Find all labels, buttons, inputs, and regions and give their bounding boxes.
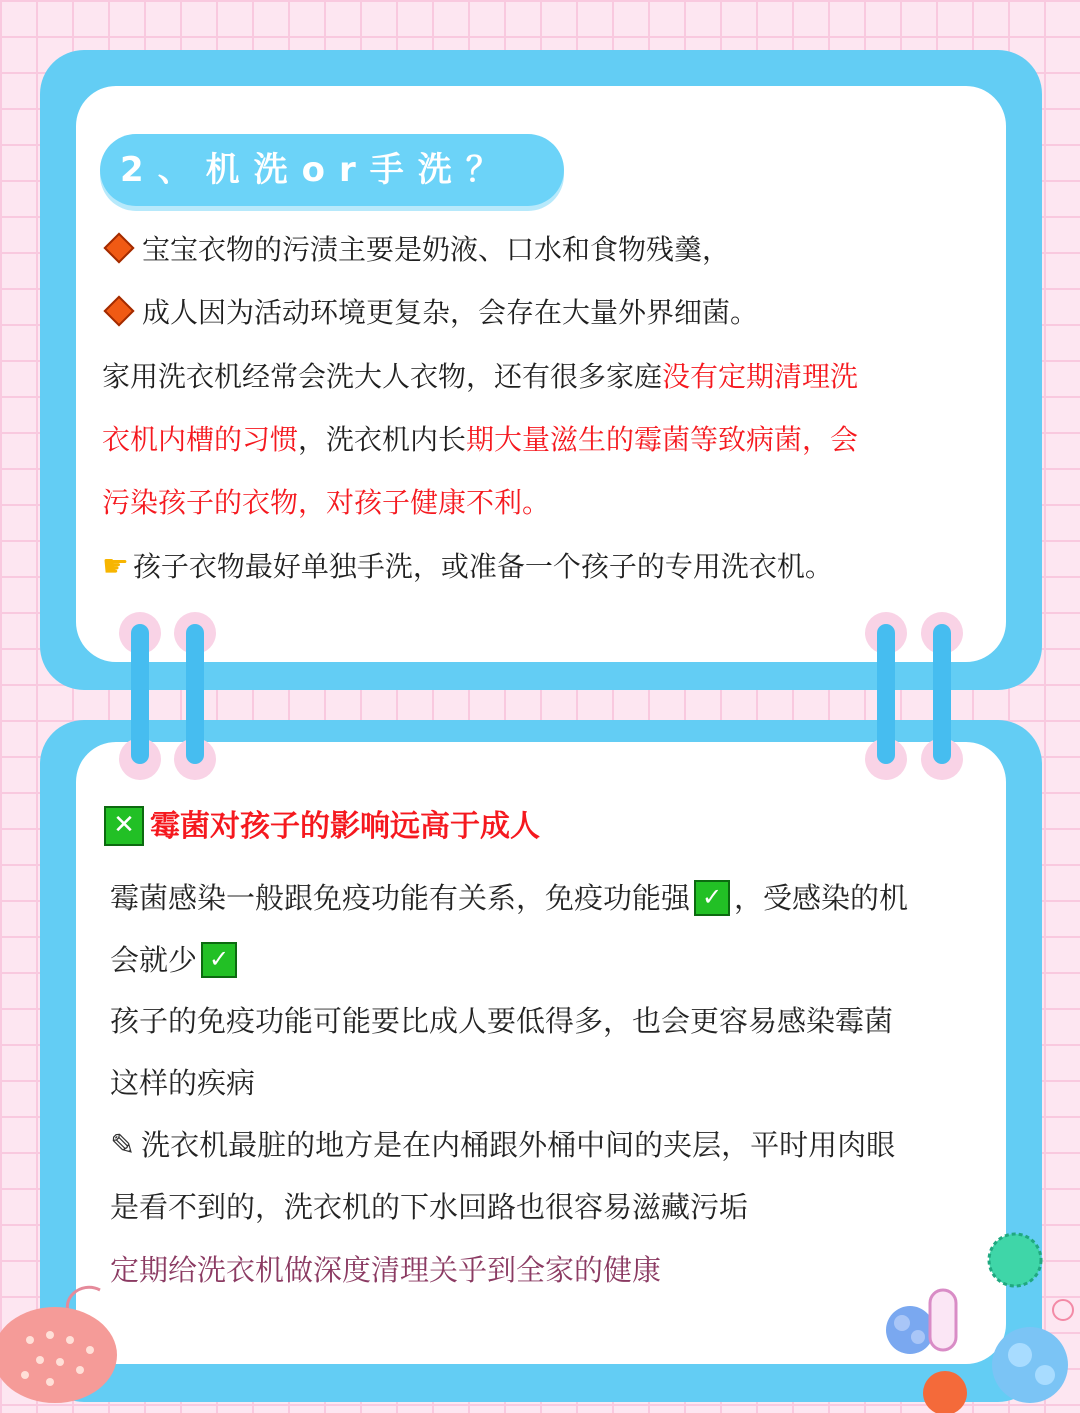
binder-ring xyxy=(877,624,895,764)
germ-illustration xyxy=(880,1225,1080,1413)
paragraph-line: 会就少 ✓ xyxy=(110,940,241,980)
binder-ring xyxy=(131,624,149,764)
paragraph-line: 这样的疾病 xyxy=(110,1066,256,1100)
pointing-hand-icon: ☛ xyxy=(102,549,129,584)
binder-ring xyxy=(186,624,204,764)
bullet-line: 宝宝衣物的污渍主要是奶液、口水和食物残羹， xyxy=(102,230,730,270)
paragraph-line: 污染孩子的衣物，对孩子健康不利。 xyxy=(102,486,551,519)
paragraph-line: 家用洗衣机经常会洗大人衣物，还有很多家庭没有定期清理洗 xyxy=(102,360,859,393)
paperclip-icon: ✎ xyxy=(110,1128,136,1163)
paragraph-line: 孩子的免疫功能可能要比成人要低得多，也会更容易感染霉菌 xyxy=(110,1004,894,1038)
paragraph-line: 衣机内槽的习惯，洗衣机内长期大量滋生的霉菌等致病菌，会 xyxy=(102,423,859,456)
cross-mark-icon: ✕ xyxy=(104,806,144,846)
check-mark-icon: ✓ xyxy=(201,942,237,978)
check-mark-icon: ✓ xyxy=(694,880,730,916)
paragraph-line: 是看不到的，洗衣机的下水回路也很容易滋藏污垢 xyxy=(110,1190,749,1224)
tip-line: ☛ 孩子衣物最好单独手洗，或准备一个孩子的专用洗衣机。 xyxy=(102,547,833,587)
paragraph-line: 霉菌感染一般跟免疫功能有关系，免疫功能强 ✓ ，受感染的机 xyxy=(110,881,909,915)
section-heading: ✕ 霉菌对孩子的影响远高于成人 xyxy=(104,806,540,848)
bullet-line: 成人因为活动环境更复杂，会存在大量外界细菌。 xyxy=(102,293,758,333)
binder-ring xyxy=(933,624,951,764)
bib-illustration xyxy=(0,1270,130,1413)
section-title: 2、机洗or手洗？ xyxy=(120,150,514,190)
paragraph-line: 定期给洗衣机做深度清理关乎到全家的健康 xyxy=(110,1253,662,1287)
paragraph-line: ✎ 洗衣机最脏的地方是在内桶跟外桶中间的夹层，平时用肉眼 xyxy=(110,1125,895,1165)
orange-diamond-icon xyxy=(103,295,134,326)
orange-diamond-icon xyxy=(103,232,134,263)
